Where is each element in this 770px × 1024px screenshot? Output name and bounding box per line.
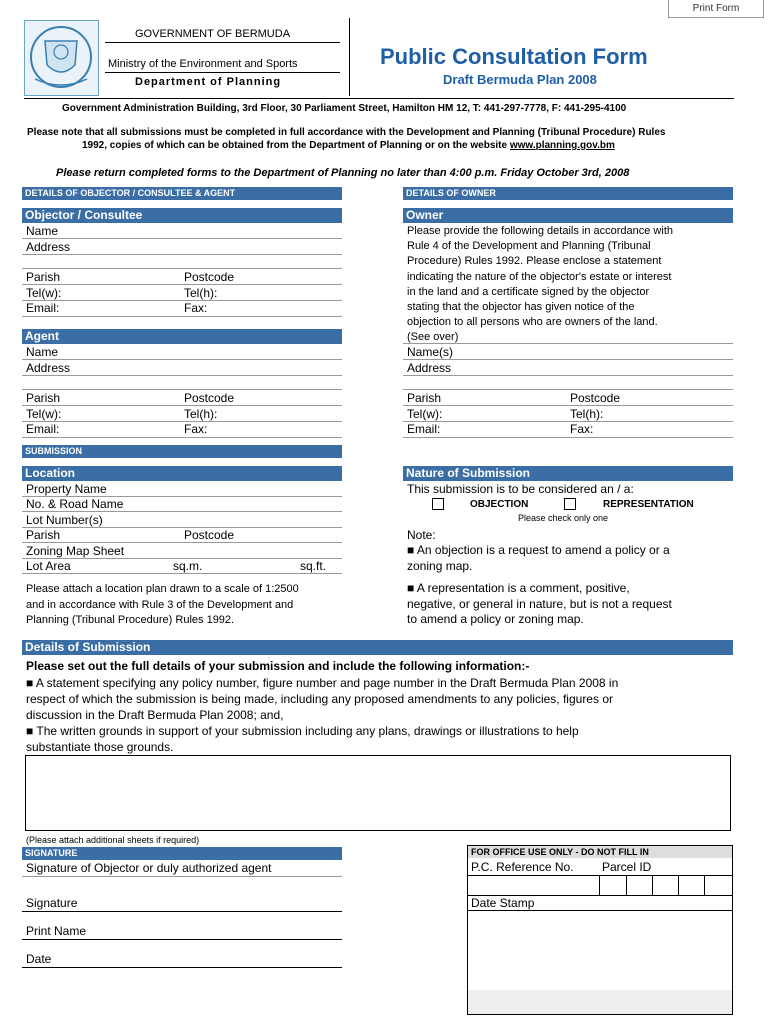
agent-email-label: Email:: [26, 422, 60, 436]
location-note: Please attach a location plan drawn to a scale of 1:2500 and in accordance with Rule 3 of the Development and Planning (Tribunal Procedure) Rules 1992.: [26, 583, 299, 626]
signature-of-label: Signature of Objector or duly authorized agent: [26, 861, 272, 875]
owner-instructions: Please provide the following details in accordance with Rule 4 of the Development and Planning (Tribunal Procedure) Rules 1992. Please enclose a statement indicating the nature of the objector's estate or interest in the land and a certificate signed by the objector stating that the objector has given notice of the objection to all persons who are owners of the land. (See over): [407, 225, 673, 344]
attach-note: (Please attach additional sheets if required): [26, 835, 200, 845]
reference-number-boxes[interactable]: [599, 875, 733, 895]
property-name-label: Property Name: [26, 482, 107, 496]
location-parish-label: Parish: [26, 528, 61, 542]
representation-label: REPRESENTATION: [603, 499, 694, 510]
lot-numbers-label: Lot Number(s): [26, 513, 103, 527]
notice-line1: Please note that all submissions must be completed in full accordance with the Development and Planning (Tribunal Procedure) Rules: [27, 127, 666, 138]
owner-email-label: Email:: [407, 422, 441, 436]
objector-bar: Objector / Consultee: [22, 208, 342, 223]
website-link[interactable]: www.planning.gov.bm: [509, 140, 615, 151]
date-stamp-label: Date Stamp: [471, 896, 535, 910]
objection-definition-1: ■ An objection is a request to amend a policy or a: [407, 543, 670, 557]
agent-telh-label: Tel(h):: [184, 407, 218, 421]
details-bullets: ■ A statement specifying any policy number, figure number and page number in the Draft Bermuda Plan 2008 in respect of which the submission is being made, including any proposed amendments to any policies, figures or discussion in the Draft Bermuda Plan 2008; and, ■ The written grounds in support of your submission including any plans, drawings or illustrations to help substantiate those grounds.: [26, 676, 619, 754]
location-bar: Location: [22, 466, 342, 481]
office-use-label: FOR OFFICE USE ONLY - DO NOT FILL IN: [471, 847, 649, 857]
owner-address-label: Address: [407, 361, 452, 375]
representation-definition-3: to amend a policy or zoning map.: [407, 612, 584, 626]
objector-fax-label: Fax:: [184, 301, 208, 315]
objection-checkbox[interactable]: [432, 498, 444, 510]
objector-name-label: Name: [26, 224, 59, 238]
agent-parish-label: Parish: [26, 391, 61, 405]
objector-email-label: Email:: [26, 301, 60, 315]
representation-definition-1: ■ A representation is a comment, positive,: [407, 581, 630, 595]
road-name-label: No. & Road Name: [26, 497, 124, 511]
representation-checkbox[interactable]: [564, 498, 576, 510]
representation-definition-2: negative, or general in nature, but is not a request: [407, 597, 672, 611]
nature-bar: Nature of Submission: [403, 466, 733, 481]
objector-telw-label: Tel(w):: [26, 286, 62, 300]
owner-telw-label: Tel(w):: [407, 407, 443, 421]
print-name-label: Print Name: [26, 924, 87, 938]
owner-bar: Owner: [403, 208, 733, 223]
owner-postcode-label: Postcode: [570, 391, 621, 405]
form-subtitle: Draft Bermuda Plan 2008: [443, 72, 597, 87]
objection-definition-2: zoning map.: [407, 559, 473, 573]
note-label: Note:: [407, 528, 436, 542]
parcel-id-label: Parcel ID: [602, 860, 652, 874]
ministry-label: Ministry of the Environment and Sports: [108, 58, 298, 70]
owner-parish-label: Parish: [407, 391, 442, 405]
deadline-notice: Please return completed forms to the Department of Planning no later than 4:00 p.m. Friday October 3rd, 2008: [56, 167, 630, 179]
location-postcode-label: Postcode: [184, 528, 235, 542]
objector-postcode-label: Postcode: [184, 270, 235, 284]
sqft-label: sq.ft.: [300, 559, 327, 573]
form-title: Public Consultation Form: [380, 44, 648, 69]
signature-label: Signature: [26, 896, 78, 910]
pc-reference-label: P.C. Reference No.: [471, 860, 574, 874]
date-label: Date: [26, 952, 52, 966]
zoning-map-label: Zoning Map Sheet: [26, 544, 125, 558]
owner-telh-label: Tel(h):: [570, 407, 604, 421]
agent-fax-label: Fax:: [184, 422, 208, 436]
submission-details-textarea[interactable]: [25, 755, 731, 831]
objector-agent-bar: DETAILS OF OBJECTOR / CONSULTEE & AGENT: [22, 187, 342, 200]
lot-area-label: Lot Area: [26, 559, 71, 573]
objector-telh-label: Tel(h):: [184, 286, 218, 300]
agent-telw-label: Tel(w):: [26, 407, 62, 421]
objector-parish-label: Parish: [26, 270, 61, 284]
objector-address-label: Address: [26, 240, 71, 254]
agent-postcode-label: Postcode: [184, 391, 235, 405]
agent-address-label: Address: [26, 361, 71, 375]
objection-label: OBJECTION: [470, 499, 529, 510]
check-one-note: Please check only one: [518, 513, 609, 523]
notice-line2: 1992, copies of which can be obtained from the Department of Planning or on the website: [82, 140, 508, 151]
agent-name-label: Name: [26, 345, 59, 359]
government-label: GOVERNMENT OF BERMUDA: [135, 28, 291, 40]
bermuda-coat-of-arms-logo: [24, 20, 99, 96]
sqm-label: sq.m.: [173, 559, 203, 573]
department-label: Department of Planning: [135, 76, 282, 88]
owner-details-bar: DETAILS OF OWNER: [403, 187, 733, 200]
owner-names-label: Name(s): [407, 345, 454, 359]
office-address: Government Administration Building, 3rd Floor, 30 Parliament Street, Hamilton HM 12, T: 441-297-7778, F: 441-295-4100: [62, 103, 627, 114]
details-bar: Details of Submission: [22, 640, 733, 655]
signature-bar: SIGNATURE: [22, 847, 342, 860]
agent-bar: Agent: [22, 329, 342, 344]
details-heading: Please set out the full details of your submission and include the following information:-: [26, 659, 530, 673]
nature-intro: This submission is to be considered an / a:: [407, 482, 634, 496]
submission-bar: SUBMISSION: [22, 445, 342, 458]
owner-fax-label: Fax:: [570, 422, 594, 436]
print-form-button[interactable]: Print Form: [668, 0, 764, 18]
